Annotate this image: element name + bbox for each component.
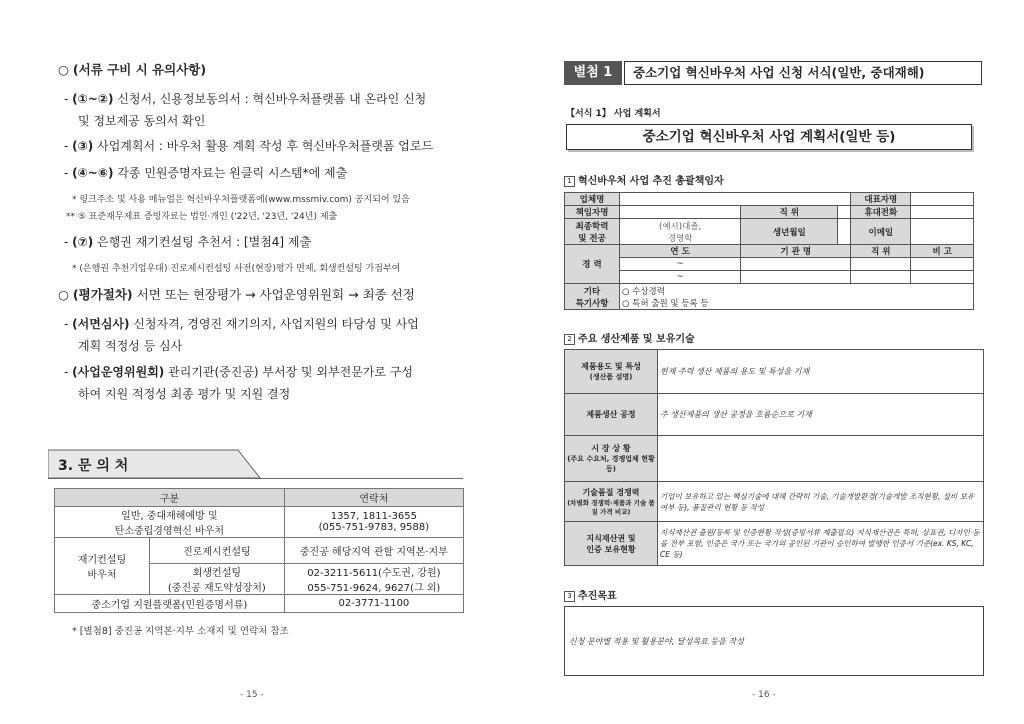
form-label: 【서식 1】 사업 계획서 xyxy=(566,109,661,119)
dash: - xyxy=(64,365,73,379)
label-career: 경 력 xyxy=(565,245,620,284)
item-label: (⑦) xyxy=(72,235,94,249)
col-contact: 연락처 xyxy=(284,489,463,507)
label-birth: 생년월일 xyxy=(741,219,838,245)
dash: - xyxy=(64,317,73,331)
eval-heading xyxy=(58,285,415,303)
row-recovery-group: 재기컨설팅 바우처 xyxy=(55,538,150,595)
eval-heading-text: 서면 또는 현장평가 → 사업운영위원회 → 최종 선정 xyxy=(132,287,415,302)
field-manager[interactable] xyxy=(620,206,741,219)
field-birth[interactable] xyxy=(838,219,851,245)
row-platform-contact: 02-3771-1100 xyxy=(284,595,463,613)
sec2-heading xyxy=(564,330,695,345)
label-product: 제품용도 및 특성 (생산품 설명) xyxy=(565,350,658,394)
col-category: 구분 xyxy=(55,489,285,507)
row-rehab-contact: 02-3211-5611(수도권, 강원) 055-751-9624, 9627(그 외) xyxy=(284,564,463,595)
sec3-num: 3 xyxy=(564,591,575,602)
docs-item-1 xyxy=(64,88,484,132)
item-text: 은행권 재기컨설팅 추천서 : [별첨4] 제출 xyxy=(93,235,312,249)
col-remark: 비 고 xyxy=(911,245,974,258)
product-table xyxy=(564,349,984,566)
sec2-title: 주요 생산제품 및 보유기술 xyxy=(578,334,695,345)
manager-table xyxy=(564,192,974,310)
note-bank: * (은행권 추천기업우대) 진로제시컨설팅 사전(현장)평가 면제, 회생컨설팅 가점부여 xyxy=(72,264,401,274)
label-edu: 최종학력 및 전공 xyxy=(565,219,620,245)
field-rep[interactable] xyxy=(911,193,974,206)
label-manager: 책임자명 xyxy=(565,206,620,219)
label-competitiveness: 기술품질 경쟁력 (차별화 경쟁력·제품과 기술 품질 가격 비교) xyxy=(565,482,658,522)
bullet: ○ xyxy=(58,62,69,77)
note-link: * 링크주소 및 사용 매뉴얼은 혁신바우처플랫폼에(www.mssmiv.com) 공지되어 있음 xyxy=(72,195,410,205)
field-market[interactable] xyxy=(658,436,984,482)
row-career-contact: 중진공 해당지역 관할 지역본·지부 xyxy=(284,538,463,564)
col-year: 연 도 xyxy=(620,245,741,258)
item-label: (③) xyxy=(72,139,94,153)
label-rep: 대표자명 xyxy=(851,193,911,206)
sec3-heading xyxy=(564,587,617,602)
field-process[interactable]: 주 생산제품의 생산 공정을 흐름순으로 기재 xyxy=(658,394,984,436)
row-platform-label: 중소기업 지원플랫폼(민원증명서류) xyxy=(55,595,285,613)
field-remark-2[interactable] xyxy=(911,271,974,284)
inquiry-note: * [별첨8] 중진공 지역본·지부 소재지 및 연락처 참조 xyxy=(72,626,289,637)
dash: - xyxy=(64,235,73,249)
label-email: 이메일 xyxy=(851,219,911,245)
dash: - xyxy=(64,139,73,153)
sec1-num: 1 xyxy=(564,176,575,187)
field-remark-1[interactable] xyxy=(911,258,974,271)
field-company[interactable] xyxy=(620,193,851,206)
label-ip: 지식재산권 및 인증 보유현황 xyxy=(565,522,658,566)
eval-heading-label: (평가절차) xyxy=(72,287,133,302)
col-position: 직 위 xyxy=(851,245,911,258)
row-career-sub: 진로제시컨설팅 xyxy=(150,538,285,564)
item-text: 사업계획서 : 바우처 활용 계획 작성 후 혁신바우처플랫폼 업로드 xyxy=(93,139,434,153)
row-general-label: 일반, 중대재해예방 및 탄소중립경영혁신 바우처 xyxy=(55,507,285,538)
goal-box[interactable] xyxy=(564,606,984,676)
label-etc: 기타 특기사항 xyxy=(565,284,620,310)
item-label: (사업운영위원회) xyxy=(72,365,165,379)
field-org-2[interactable] xyxy=(741,271,851,284)
field-ip[interactable]: 지식재산권 출원/등록 및 인증현황 작성(증빙서류 제출필요) 지식재산권은 특허, 상표권, 디자인 등을 전부 포함, 인증은 국가 또는 국가의 공인된 기관이 승인하여 발행한 인증서 기준(ex. KS, KC, CE 등) xyxy=(658,522,984,566)
inquiry-table xyxy=(54,488,464,613)
item-label: (①~②) xyxy=(72,92,114,106)
label-market: 시 장 상 황 (주요 수요처, 경쟁업체 현황 등) xyxy=(565,436,658,482)
bullet: ○ xyxy=(58,287,69,302)
inquiry-divider xyxy=(48,478,463,479)
docs-item-3 xyxy=(64,162,484,184)
page-right xyxy=(512,0,1024,724)
item-text: 관리기관(중진공) 부서장 및 외부전문가로 구성 xyxy=(164,365,413,379)
field-pos-1[interactable] xyxy=(851,258,911,271)
field-email[interactable] xyxy=(911,219,974,245)
docs-item-2 xyxy=(64,135,484,157)
docs-item-4 xyxy=(64,231,484,253)
field-pos-2[interactable] xyxy=(851,271,911,284)
field-edu[interactable]: (예시)대졸, 경영학 xyxy=(620,219,741,245)
sec1-heading xyxy=(564,172,724,187)
field-mobile[interactable] xyxy=(911,206,974,219)
inquiry-title: 3. 문 의 처 xyxy=(58,458,129,474)
item-text: 신청자격, 경영진 재기의지, 사업지원의 타당성 및 사업 xyxy=(129,317,419,331)
item-label: (서면심사) xyxy=(72,317,130,331)
label-mobile: 휴대전화 xyxy=(851,206,911,219)
field-position[interactable] xyxy=(838,206,851,219)
item-text: 신청서, 신용정보동의서 : 혁신바우처플랫폼 내 온라인 신청 xyxy=(113,92,427,106)
attach-title: 중소기업 혁신바우처 사업 신청 서식(일반, 중대재해) xyxy=(624,61,982,85)
attach-label: 별첨 1 xyxy=(564,61,622,85)
note-financial: ** ⑤ 표준재무제표 증빙자료는 법인·개인 ('22년, '23년, '24년) 제출 xyxy=(66,212,338,222)
page-number-right: - 16 - xyxy=(752,690,776,700)
eval-item-1 xyxy=(64,313,484,357)
page-number-left: - 15 - xyxy=(240,690,264,700)
docs-heading xyxy=(58,60,206,78)
field-year-2[interactable]: ~ xyxy=(620,271,741,284)
field-org-1[interactable] xyxy=(741,258,851,271)
item-cont: 하여 지원 적정성 최종 평가 및 지원 결정 xyxy=(78,387,291,401)
row-rehab-sub: 회생컨설팅 (중진공 재도약성장처) xyxy=(150,564,285,595)
label-process: 제품생산 공정 xyxy=(565,394,658,436)
label-position: 직 위 xyxy=(741,206,838,219)
field-product[interactable]: 현재 주력 생산 제품의 용도 및 특성을 기재 xyxy=(658,350,984,394)
item-cont: 및 정보제공 동의서 확인 xyxy=(78,114,206,128)
field-etc[interactable]: ○ 수상경력 ○ 특허 출원 및 등록 등 xyxy=(620,284,974,310)
form-title: 중소기업 혁신바우처 사업 계획서(일반 등) xyxy=(566,124,972,150)
docs-heading-text: (서류 구비 시 유의사항) xyxy=(72,62,207,77)
sec2-num: 2 xyxy=(564,334,575,345)
field-year-1[interactable]: ~ xyxy=(620,258,741,271)
row-general-contact: 1357, 1811-3655 (055-751-9783, 9588) xyxy=(284,507,463,538)
item-text: 각종 민원증명자료는 원클릭 시스템*에 제출 xyxy=(113,166,348,180)
eval-item-2 xyxy=(64,361,484,405)
dash: - xyxy=(64,166,73,180)
item-cont: 계획 적정성 등 심사 xyxy=(78,339,183,353)
label-company: 업체명 xyxy=(565,193,620,206)
sec1-title: 혁신바우처 사업 추진 총괄책임자 xyxy=(578,176,724,187)
dash: - xyxy=(64,92,73,106)
field-competitiveness[interactable]: 기업이 보유하고 있는 핵심기술에 대해 간략히 기술, 기술개발환경(기술개발 조직현황, 설비 보유 여부 등), 품질관리 현황 등 작성 xyxy=(658,482,984,522)
goal-text: 신청 분야별 적용 및 활용분야, 달성목표 등을 작성 xyxy=(569,636,744,646)
item-label: (④~⑥) xyxy=(72,166,114,180)
col-org: 기 관 명 xyxy=(741,245,851,258)
sec3-title: 추진목표 xyxy=(578,591,617,602)
